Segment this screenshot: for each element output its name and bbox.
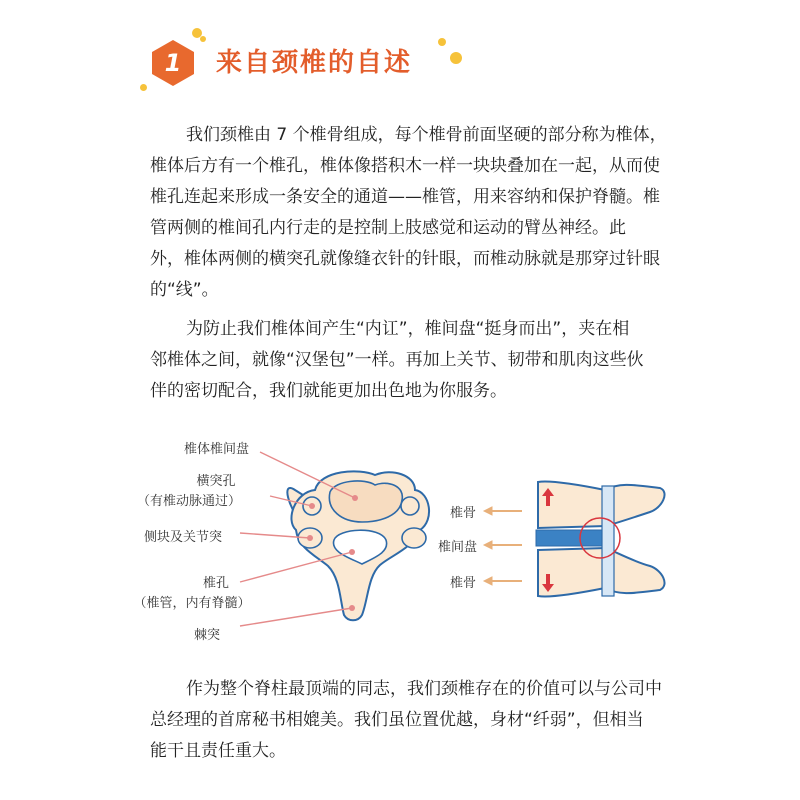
text-line: 管两侧的椎间孔内行走的是控制上肢感觉和运动的臂丛神经。此 xyxy=(150,218,626,238)
text-line: 椎孔连起来形成一条安全的通道——椎管，用来容纳和保护脊髓。椎 xyxy=(150,187,660,207)
label-foramen-note: （椎管，内有脊髓） xyxy=(133,596,251,611)
decor-dot xyxy=(140,84,147,91)
label-body-disc: 椎体椎间盘 xyxy=(184,442,250,457)
text-line: 我们颈椎由 7 个椎骨组成，每个椎骨前面坚硬的部分称为椎体， xyxy=(186,125,667,145)
text-line: 外，椎体两侧的横突孔就像缝衣针的针眼，而椎动脉就是那穿过针眼 xyxy=(150,249,660,269)
label-vertebra-bottom: 椎骨 xyxy=(450,576,477,591)
section-title: 来自颈椎的自述 xyxy=(216,48,413,78)
section-number-badge xyxy=(148,38,198,88)
label-vertebra-top: 椎骨 xyxy=(450,506,477,521)
vertebra-illustration xyxy=(130,430,690,643)
text-line: 邻椎体之间，就像“汉堡包”一样。再加上关节、韧带和肌肉这些伙 xyxy=(150,350,644,370)
text-line: 为防止我们椎体间产生“内讧”，椎间盘“挺身而出”，夹在相 xyxy=(186,319,630,339)
text-line: 伴的密切配合，我们就能更加出色地为你服务。 xyxy=(150,381,507,401)
label-transverse-note: （有椎动脉通过） xyxy=(136,494,241,509)
text-line: 作为整个脊柱最顶端的同志，我们颈椎存在的价值可以与公司中 xyxy=(186,679,662,699)
label-lateral-mass: 侧块及关节突 xyxy=(144,530,223,545)
label-spinous-process: 棘突 xyxy=(194,628,221,643)
vertebra-side-view xyxy=(484,482,665,597)
label-vertebral-foramen: 椎孔 xyxy=(202,576,229,591)
text-line: 椎体后方有一个椎孔，椎体像搭积木一样一块块叠加在一起，从而使 xyxy=(150,156,660,176)
paragraph-summary xyxy=(150,674,670,767)
decor-dot xyxy=(438,38,446,46)
text-line: 的“线”。 xyxy=(150,280,219,300)
decor-dot xyxy=(450,52,462,64)
label-transverse-foramen: 横突孔 xyxy=(196,474,236,489)
paragraph-intervertebral-disc xyxy=(150,314,670,407)
text-line: 总经理的首席秘书相媲美。我们虽位置优越，身材“纤弱”，但相当 xyxy=(150,710,644,730)
vertebra-top-view xyxy=(240,452,429,626)
section-number: 1 xyxy=(164,49,182,77)
paragraph-cervical-structure xyxy=(150,120,670,306)
text-line: 能干且责任重大。 xyxy=(150,741,286,761)
label-disc: 椎间盘 xyxy=(438,540,478,555)
section-header xyxy=(140,28,480,98)
decor-dot xyxy=(200,36,206,42)
